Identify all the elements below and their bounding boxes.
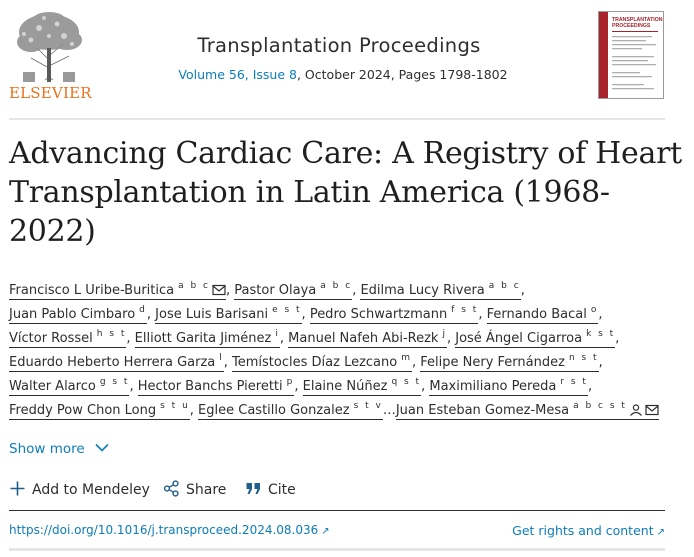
author-link[interactable] [155,304,302,324]
affiliation-markers: r s t [560,376,588,387]
affiliation-markers: q s t [391,376,422,387]
elsevier-tree-icon [9,10,89,84]
person-icon[interactable] [629,404,643,416]
envelope-icon[interactable] [645,404,659,416]
journal-title[interactable]: Transplantation Proceedings [197,34,481,57]
affiliation-markers: g s t [99,376,130,387]
author-link[interactable] [309,304,479,324]
author-name: Felipe Nery Fernández [420,355,565,370]
issue-line [150,67,536,82]
author-separator: … [382,403,396,418]
author-separator: , [146,307,156,322]
author-link[interactable] [137,376,295,396]
author-line [9,303,669,327]
share-icon [163,480,180,497]
author-link[interactable] [9,304,147,324]
get-rights-text: Get rights and content [512,523,654,538]
author-name: Freddy Pow Chon Long [9,403,157,418]
affiliation-markers: d [139,304,147,315]
elsevier-logo[interactable] [9,10,92,102]
author-name: Pastor Olaya [234,283,317,298]
author-name: José Ángel Cigarroa [455,331,583,346]
add-to-mendeley-label: Add to Mendeley [32,482,150,498]
author-line [9,351,669,375]
author-separator: , [421,379,430,394]
author-name: Pedro Schwartzmann [309,307,448,322]
affiliation-markers: j [442,328,447,339]
author-name: Eduardo Heberto Herrera Garza [9,355,216,370]
author-name: Elaine Núñez [302,379,388,394]
author-list [9,279,669,423]
author-separator: , [598,355,603,370]
author-separator: , [587,379,593,394]
external-link-icon: ↗ [321,526,330,537]
author-separator: , [412,355,421,370]
author-name: Maximiliano Pereda [429,379,557,394]
author-name: Manuel Nafeh Abi-Rezk [288,331,439,346]
affiliation-markers: s t v [353,400,383,411]
journal-header [0,0,694,118]
add-to-mendeley-button[interactable] [9,480,150,498]
affiliation-markers: o [590,304,599,315]
author-separator: , [189,403,199,418]
author-name: Edilma Lucy Rivera [360,283,485,298]
author-separator: , [520,283,525,298]
author-link[interactable] [360,280,521,300]
get-rights-link[interactable] [512,523,665,538]
author-name: Juan Esteban Gomez-Mesa [395,403,570,418]
author-link[interactable] [9,352,224,372]
author-separator: , [446,331,456,346]
cite-button[interactable] [245,480,296,498]
author-line [9,375,669,399]
author-link[interactable] [234,280,353,300]
journal-cover-thumbnail[interactable] [598,11,664,99]
author-link[interactable] [420,352,599,372]
cover-title-text: TRANSPLANTATION [612,17,663,23]
affiliation-markers: s t u [160,400,190,411]
date-pages: , October 2024, Pages 1798-1802 [296,67,508,82]
envelope-icon[interactable] [212,284,226,296]
author-link[interactable] [9,328,127,348]
author-line [9,399,669,423]
doi-text: https://doi.org/10.1016/j.transproceed.2024.08.036 [9,523,319,537]
cite-label: Cite [268,482,296,498]
affiliation-markers: i [275,328,280,339]
quote-icon [245,480,262,497]
author-name: Víctor Rossel [9,331,93,346]
author-separator: , [129,379,138,394]
author-separator: , [226,283,235,298]
author-name: Hector Banchs Pieretti [137,379,283,394]
author-separator: , [352,283,361,298]
share-label: Share [186,482,227,498]
affiliation-markers: a b c [488,280,521,291]
affiliation-markers: h s t [96,328,127,339]
author-link[interactable] [395,400,659,420]
author-name: Francisco L Uribe-Buritica [9,283,175,298]
author-link[interactable] [288,328,447,348]
author-separator: , [279,331,289,346]
author-name: Jose Luis Barisani [155,307,269,322]
affiliation-markers: p [286,376,295,387]
author-separator: , [223,355,233,370]
toolbar-divider [9,510,665,511]
bottom-divider [9,548,665,551]
author-link[interactable] [232,352,412,372]
affiliation-markers: l [219,352,224,363]
external-link-icon: ↗ [656,527,665,538]
author-link[interactable] [9,376,130,396]
author-link[interactable] [198,400,383,420]
author-link[interactable] [9,400,190,420]
author-link[interactable] [486,304,599,324]
author-separator: , [126,331,135,346]
author-link[interactable] [455,328,616,348]
cover-image-icon [599,12,663,98]
author-name: Elliott Garita Jiménez [134,331,272,346]
author-name: Walter Alarco [9,379,96,394]
chevron-down-icon [95,443,109,452]
author-link[interactable] [429,376,588,396]
affiliation-markers: k s t [586,328,616,339]
elsevier-wordmark: ELSEVIER [9,84,92,102]
author-link[interactable] [134,328,280,348]
affiliation-markers: n s t [568,352,599,363]
author-separator: , [598,307,603,322]
affiliation-markers: a b c [178,280,211,291]
author-line [9,279,669,303]
share-button[interactable] [163,480,226,498]
affiliation-markers: e s t [272,304,302,315]
author-name: Temístocles Díaz Lezcano [232,355,398,370]
show-more-label: Show more [9,441,85,457]
affiliation-markers: f s t [451,304,479,315]
author-name: Juan Pablo Cimbaro [9,307,136,322]
affiliation-markers: m [401,352,412,363]
author-name: Eglee Castillo Gonzalez [198,403,350,418]
plus-icon [9,480,26,497]
author-link[interactable] [9,280,226,300]
affiliation-markers: a b c s t [573,400,627,411]
doi-link[interactable] [9,523,330,537]
author-separator: , [615,331,620,346]
show-more-button[interactable] [9,441,109,457]
author-line [9,327,669,351]
volume-issue-link[interactable]: Volume 56, Issue 8 [178,67,297,82]
author-separator: , [301,307,310,322]
author-separator: , [478,307,487,322]
affiliation-markers: a b c [320,280,353,291]
article-title: Advancing Cardiac Care: A Registry of Heart Transplantation in Latin America (1968-2022) [9,136,682,249]
svg-text:PROCEEDINGS: PROCEEDINGS [612,23,651,29]
header-divider [9,118,665,120]
author-link[interactable] [302,376,422,396]
author-name: Fernando Bacal [486,307,587,322]
author-separator: , [294,379,303,394]
